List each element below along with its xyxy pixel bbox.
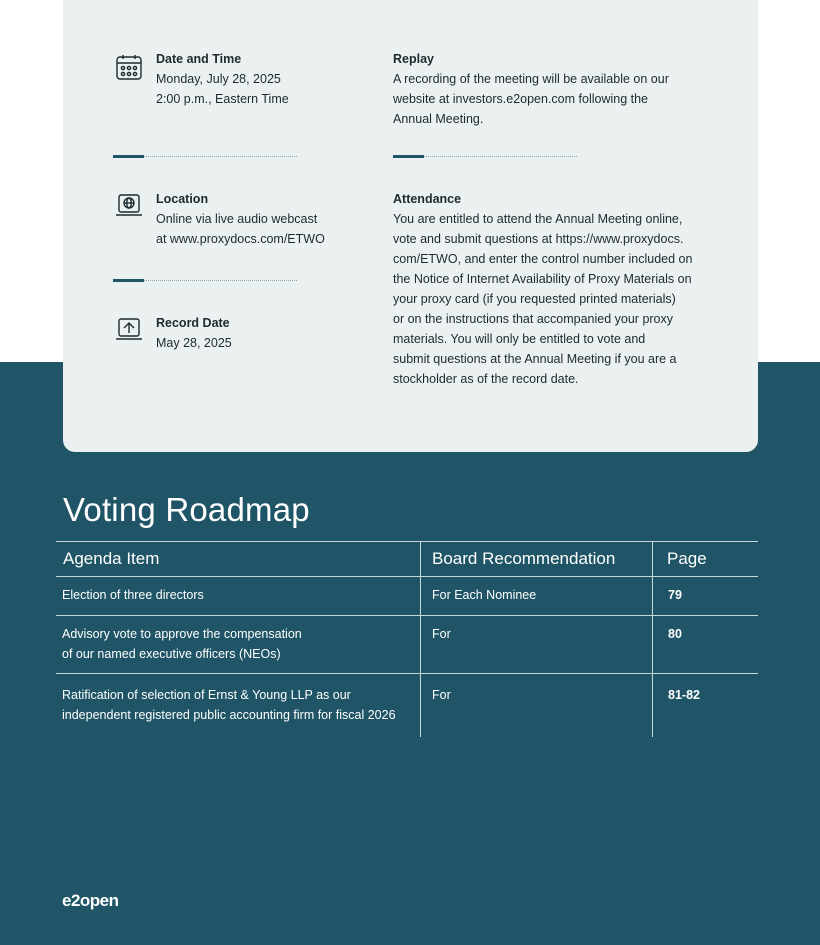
page-cell: 79 (653, 577, 759, 616)
attendance-text-line: com/ETWO, and enter the control number included on (393, 252, 693, 266)
header-board-recommendation: Board Recommendation (421, 542, 653, 577)
table-header-row (56, 542, 758, 577)
globe-laptop-icon (115, 192, 143, 220)
attendance-text-line: vote and submit questions at https://www.proxydocs. (393, 232, 684, 246)
record-date-title: Record Date (156, 316, 230, 330)
page-cell: 80 (653, 616, 759, 674)
recommendation-cell: For (421, 674, 653, 738)
recommendation-cell: For Each Nominee (421, 577, 653, 616)
date-time-title: Date and Time (156, 52, 242, 66)
table-row (56, 577, 758, 616)
record-date-line1: May 28, 2025 (156, 336, 232, 350)
agenda-item-text: of our named executive officers (NEOs) (62, 647, 281, 661)
upload-laptop-icon (115, 316, 143, 344)
agenda-item-text: Ratification of selection of Ernst & Young LLP as our (62, 688, 351, 702)
attendance-text-line: You are entitled to attend the Annual Meeting online, (393, 212, 683, 226)
agenda-item-cell (56, 577, 421, 616)
divider (393, 155, 577, 158)
date-time-line1: Monday, July 28, 2025 (156, 72, 281, 86)
header-page: Page (653, 542, 759, 577)
replay-block (393, 49, 669, 129)
attendance-text-line: materials. You will only be entitled to vote and (393, 332, 646, 346)
attendance-text-line: the Notice of Internet Availability of Proxy Materials on (393, 272, 692, 286)
e2open-logo: e2open (62, 891, 119, 910)
location-title: Location (156, 192, 209, 206)
replay-title: Replay (393, 52, 434, 66)
record-date-block (156, 313, 232, 353)
voting-roadmap-table (56, 541, 758, 737)
date-time-line2: 2:00 p.m., Eastern Time (156, 92, 289, 106)
replay-text-line: website at investors.e2open.com following the (393, 92, 649, 106)
location-block (156, 189, 325, 249)
agenda-item-text: Election of three directors (62, 588, 204, 602)
agenda-item-cell (56, 674, 421, 738)
replay-text-line: A recording of the meeting will be available on our (393, 72, 669, 86)
location-line1: Online via live audio webcast (156, 212, 318, 226)
attendance-title: Attendance (393, 192, 462, 206)
recommendation-cell: For (421, 616, 653, 674)
agenda-item-text: Advisory vote to approve the compensation (62, 627, 302, 641)
header-agenda-item: Agenda Item (56, 542, 421, 577)
divider (113, 155, 297, 158)
date-time-block (156, 49, 289, 109)
voting-roadmap-title: Voting Roadmap (63, 491, 310, 528)
agenda-item-text: independent registered public accounting firm for fiscal 2026 (62, 708, 396, 722)
meeting-info-card (63, 0, 758, 452)
location-line2: at www.proxydocs.com/ETWO (156, 232, 325, 246)
divider (113, 279, 297, 282)
attendance-block (393, 189, 692, 389)
attendance-text-line: submit questions at the Annual Meeting if you are a (393, 352, 677, 366)
calendar-icon (115, 53, 143, 81)
attendance-text-line: your proxy card (if you requested printed materials) (393, 292, 676, 306)
table-row (56, 674, 758, 738)
table-row (56, 616, 758, 674)
attendance-text-line: or on the instructions that accompanied your proxy (393, 312, 674, 326)
replay-text-line: Annual Meeting. (393, 112, 484, 126)
agenda-item-cell (56, 616, 421, 674)
page-cell: 81-82 (668, 688, 700, 702)
attendance-text-line: stockholder as of the record date. (393, 372, 579, 386)
